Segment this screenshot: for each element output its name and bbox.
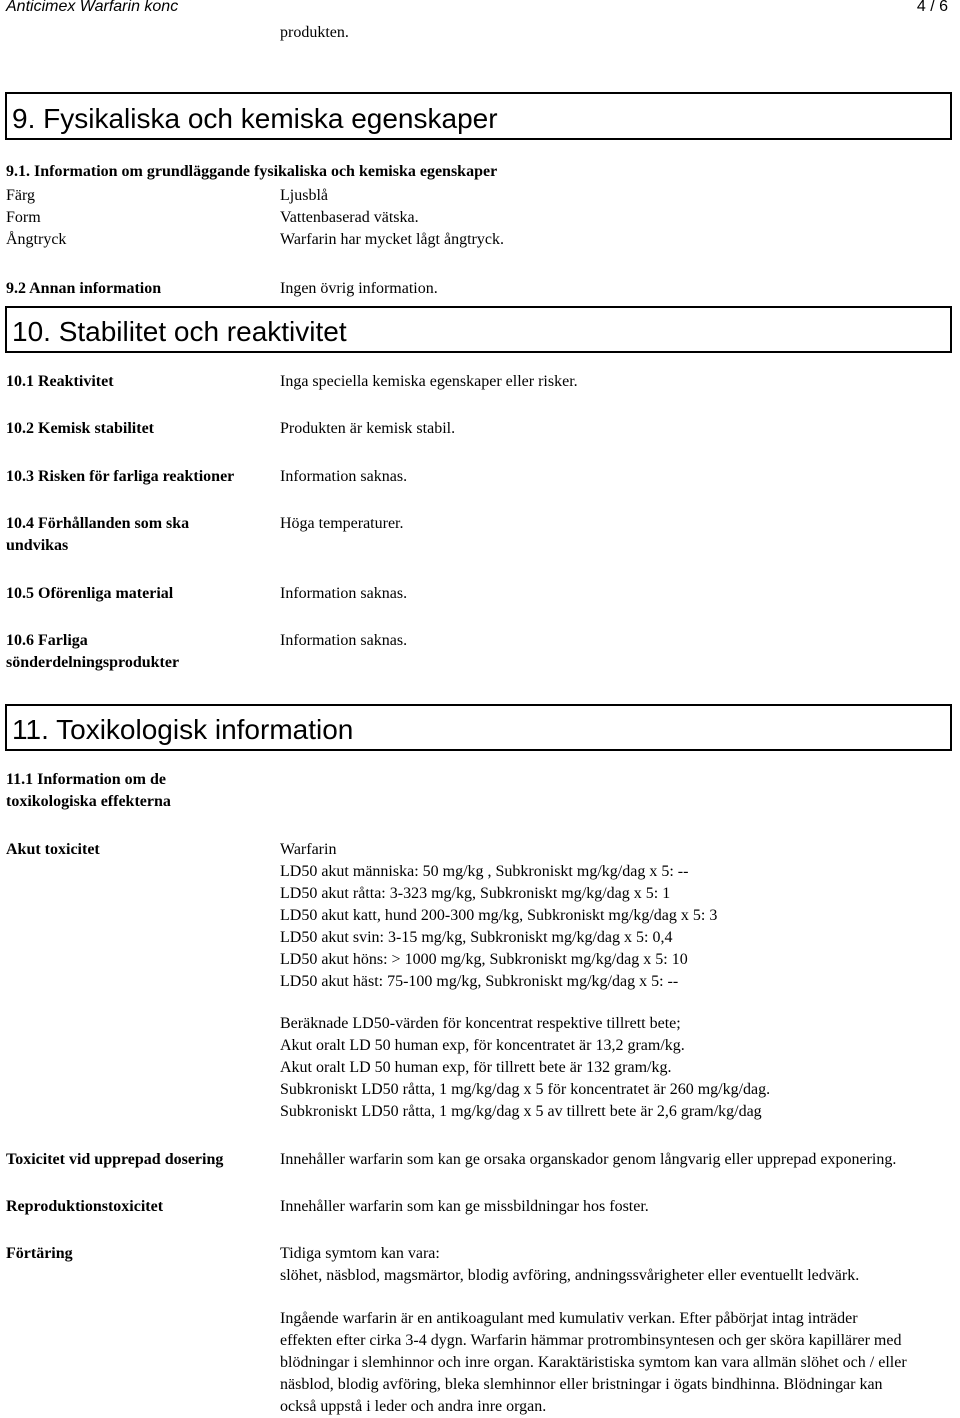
label-line: 10.4 Förhållanden som ska xyxy=(6,515,190,532)
section-10-header xyxy=(5,306,952,353)
ingestion-paragraph xyxy=(280,1308,960,1418)
row-value-10-1: Inga speciella kemiska egenskaper eller risker. xyxy=(280,373,578,390)
value-line: Akut oralt LD 50 human exp, för tillrett bete är 132 gram/kg. xyxy=(280,1059,672,1076)
section-11-header xyxy=(5,704,952,751)
section-9-header xyxy=(5,92,952,140)
row-label-10-2: 10.2 Kemisk stabilitet xyxy=(6,420,154,437)
section-10-title: 10. Stabilitet och reaktivitet xyxy=(12,316,347,347)
value-line: LD50 akut människa: 50 mg/kg , Subkroniskt mg/kg/dag x 5: -- xyxy=(280,863,689,880)
label-line: sönderdelningsprodukter xyxy=(6,654,180,671)
value-line: Subkroniskt LD50 råtta, 1 mg/kg/dag x 5 av tillrett bete är 2,6 gram/kg/dag xyxy=(280,1103,762,1120)
page-number: 4 / 6 xyxy=(916,0,948,15)
value-line: slöhet, näsblod, magsmärtor, blodig avföring, andningssvårigheter eller eventuellt ledvärk. xyxy=(280,1267,860,1284)
value-line: Ingående warfarin är en antikoagulant med kumulativ verkan. Efter påbörjat intag inträder xyxy=(280,1310,858,1327)
document-title: Anticimex Warfarin konc xyxy=(6,0,179,15)
row-label-10-4 xyxy=(6,513,189,557)
carryover-text: produkten. xyxy=(280,24,349,41)
value-line: LD50 akut höns: > 1000 mg/kg, Subkroniskt mg/kg/dag x 5: 10 xyxy=(280,951,688,968)
other-info-label: 9.2 Annan information xyxy=(6,280,162,297)
row-value-10-3: Information saknas. xyxy=(280,468,408,485)
repeated-dose-label: Toxicitet vid upprepad dosering xyxy=(6,1151,224,1168)
property-values xyxy=(280,185,504,251)
prop-label: Form xyxy=(6,209,41,226)
acute-toxicity-label: Akut toxicitet xyxy=(6,841,100,858)
row-value-10-6: Information saknas. xyxy=(280,632,408,649)
reproductive-toxicity-value: Innehåller warfarin som kan ge missbildningar hos foster. xyxy=(280,1198,649,1215)
ingestion-label: Förtäring xyxy=(6,1245,73,1262)
value-line: effekten efter cirka 3-4 dygn. Warfarin hämmar protrombinsyntesen och ger sköra kapillärer med xyxy=(280,1332,902,1349)
label-line: undvikas xyxy=(6,537,69,554)
reproductive-toxicity-label: Reproduktionstoxicitet xyxy=(6,1198,164,1215)
value-line: LD50 akut råtta: 3-323 mg/kg, Subkroniskt mg/kg/dag x 5: 1 xyxy=(280,885,671,902)
property-labels xyxy=(6,185,66,251)
repeated-dose-value: Innehåller warfarin som kan ge orsaka organskador genom långvarig eller upprepad exponering. xyxy=(280,1151,897,1168)
acute-toxicity-values xyxy=(280,839,717,993)
row-value-10-2: Produkten är kemisk stabil. xyxy=(280,420,456,437)
row-label-10-1: 10.1 Reaktivitet xyxy=(6,373,114,390)
row-value-10-4: Höga temperaturer. xyxy=(280,515,404,532)
row-value-10-5: Information saknas. xyxy=(280,585,408,602)
section-11-title: 11. Toxikologisk information xyxy=(12,714,354,745)
label-line: toxikologiska effekterna xyxy=(6,793,171,810)
subsection-11-1-title xyxy=(6,769,171,813)
value-line: också uppstå i leder och andra inre organ. xyxy=(280,1398,547,1415)
label-line: 10.6 Farliga xyxy=(6,632,88,649)
value-line: Akut oralt LD 50 human exp, för koncentratet är 13,2 gram/kg. xyxy=(280,1037,685,1054)
prop-label: Färg xyxy=(6,187,36,204)
prop-value: Ljusblå xyxy=(280,187,328,204)
subsection-9-1-title: 9.1. Information om grundläggande fysikaliska och kemiska egenskaper xyxy=(6,163,498,180)
value-line: Beräknade LD50-värden för koncentrat respektive tillrett bete; xyxy=(280,1015,681,1032)
value-line: Subkroniskt LD50 råtta, 1 mg/kg/dag x 5 för koncentratet är 260 mg/kg/dag. xyxy=(280,1081,771,1098)
value-line: Tidiga symtom kan vara: xyxy=(280,1245,440,1262)
value-line: blödningar i slemhinnor och inre organ. Karaktäristiska symtom kan vara allmän slöhet och / eller xyxy=(280,1354,907,1371)
calculated-ld50-values xyxy=(280,1013,770,1123)
row-label-10-6 xyxy=(6,630,179,674)
prop-label: Ångtryck xyxy=(6,231,67,248)
value-line: LD50 akut katt, hund 200-300 mg/kg, Subkroniskt mg/kg/dag x 5: 3 xyxy=(280,907,718,924)
prop-value: Warfarin har mycket lågt ångtryck. xyxy=(280,231,504,248)
row-label-10-3: 10.3 Risken för farliga reaktioner xyxy=(6,468,235,485)
value-line: Warfarin xyxy=(280,841,337,858)
row-label-10-5: 10.5 Oförenliga material xyxy=(6,585,174,602)
other-info-value: Ingen övrig information. xyxy=(280,280,438,297)
section-9-title: 9. Fysikaliska och kemiska egenskaper xyxy=(12,103,498,134)
value-line: näsblod, blodig avföring, bleka slemhinnor eller bristningar i ögats bindhinna. Blödningar kan xyxy=(280,1376,883,1393)
prop-value: Vattenbaserad vätska. xyxy=(280,209,419,226)
label-line: 11.1 Information om de xyxy=(6,771,166,788)
ingestion-symptoms xyxy=(280,1243,859,1287)
value-line: LD50 akut svin: 3-15 mg/kg, Subkroniskt mg/kg/dag x 5: 0,4 xyxy=(280,929,673,946)
value-line: LD50 akut häst: 75-100 mg/kg, Subkroniskt mg/kg/dag x 5: -- xyxy=(280,973,679,990)
